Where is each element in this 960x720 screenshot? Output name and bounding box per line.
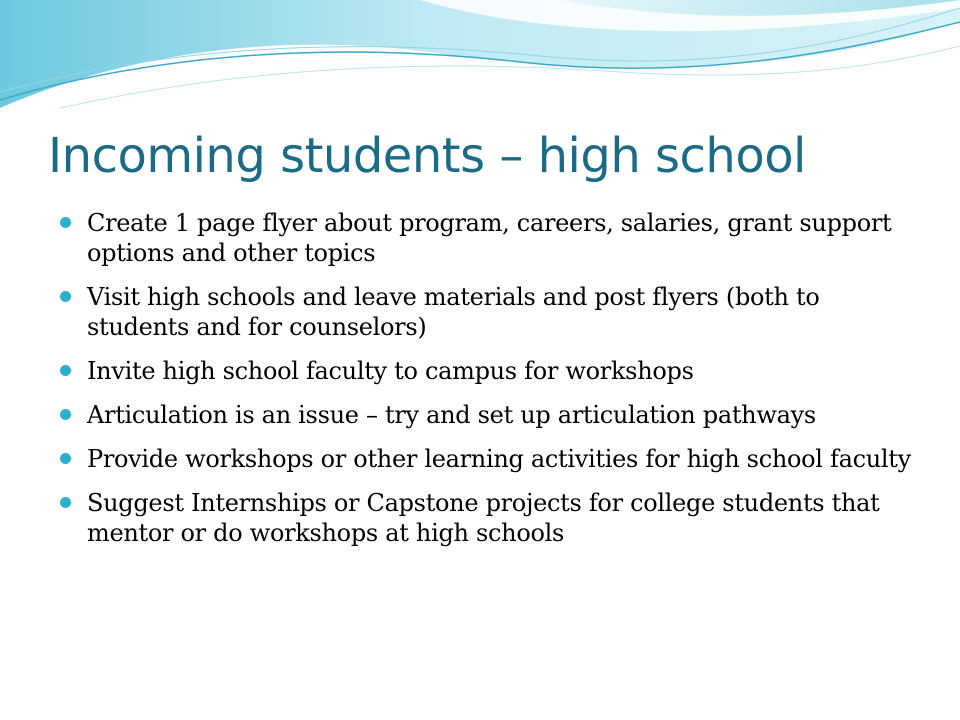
bullet-text: Provide workshops or other learning activities for high school faculty [87,445,911,473]
bullet-item [60,400,920,430]
bullet-item [60,444,920,474]
bullet-dot-icon [60,365,71,376]
slide-title: Incoming students – high school [48,128,806,184]
bullet-text: Suggest Internships or Capstone projects for college students that mentor or do workshops at high schools [87,489,880,547]
bullet-item [60,282,920,342]
bullet-item [60,208,920,268]
bullet-text: Invite high school faculty to campus for workshops [87,357,694,385]
bullet-dot-icon [60,217,71,228]
bullet-list [60,208,920,562]
bullet-text: Articulation is an issue – try and set up articulation pathways [87,401,816,429]
bullet-dot-icon [60,497,71,508]
decorative-wave-header [0,0,960,120]
bullet-dot-icon [60,409,71,420]
bullet-text: Visit high schools and leave materials and post flyers (both to students and for counselors) [87,283,820,341]
bullet-item [60,488,920,548]
bullet-text: Create 1 page flyer about program, careers, salaries, grant support options and other topics [87,209,892,267]
bullet-dot-icon [60,453,71,464]
bullet-item [60,356,920,386]
bullet-dot-icon [60,291,71,302]
